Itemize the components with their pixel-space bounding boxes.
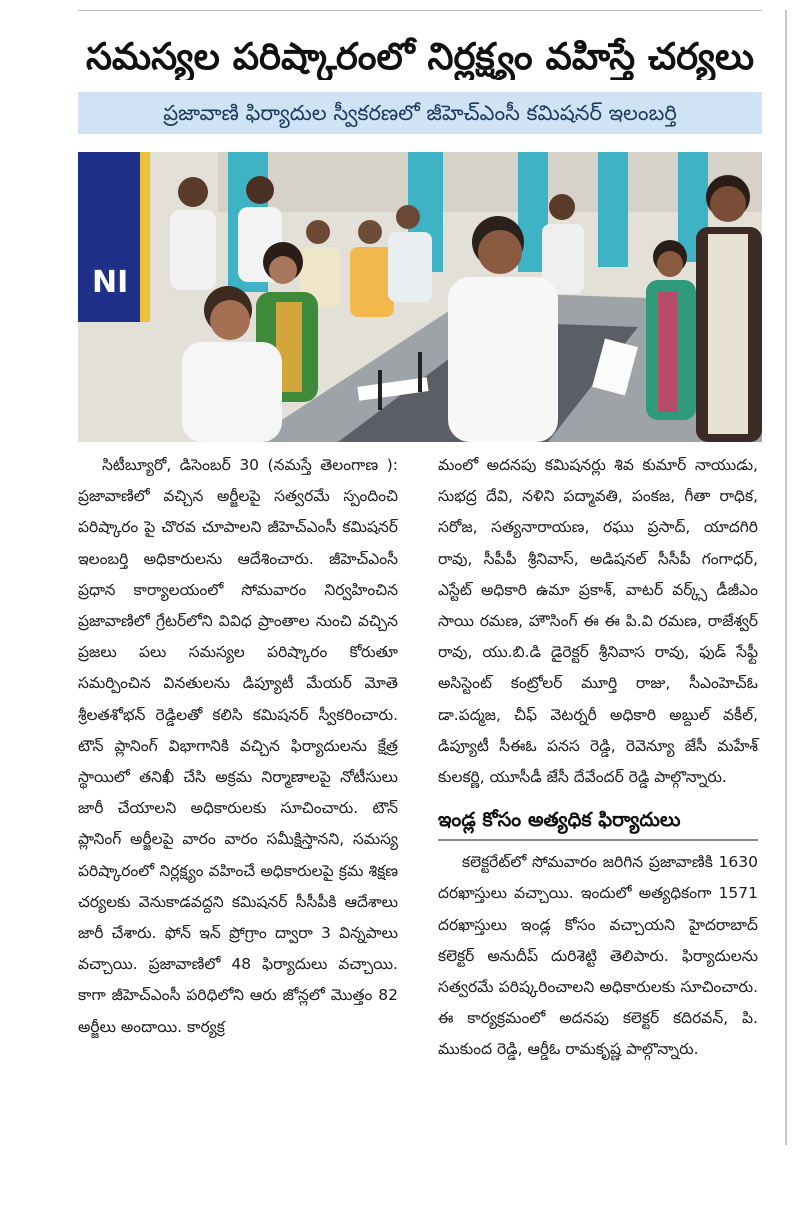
column-divider — [785, 10, 787, 1145]
news-photo — [78, 152, 762, 442]
article-paragraph: మంలో అదనపు కమిషనర్లు శివ కుమార్ నాయుడు, సుభద్ర దేవి, నళిని పద్మావతి, పంకజ, గీతా రాధిక, సరోజ, సత్యనారాయణ, రఘు ప్రసాద్, యాదగిరి రావు, సీపీపీ శ్రీనివాస్, అడిషనల్ సీసీపీ గంగాధర్, ఎస్టేట్ అధికారి ఉమా ప్రకాశ్, వాటర్ వర్క్స్ డీజీఎం సాయి రమణ, హౌసింగ్ ఈ ఈ పి.వి రమణ, రాజేశ్వర్ రావు, యు.బి.డి డైరెక్టర్ శ్రీనివాస రావు, ఫుడ్ సేఫ్టీ అసిస్టెంట్ కంట్రోలర్ మూర్తి రాజు, సీఎంహెచ్ఓ డా.పద్మజ, చీఫ్ వెటర్నరీ అధికారి అబ్దుల్ వకీల్, డిప్యూటీ సీఈఓ పనస రెడ్డి, రెవెన్యూ జేసీ మహేశ్ కులకర్ణి, యూసీడీ జేసీ దేవేందర్ రెడ్డి పాల్గొన్నారు. — [438, 456, 758, 787]
top-rule — [78, 10, 762, 11]
photo-illustration — [78, 152, 762, 442]
headline: సమస్యల పరిష్కారంలో నిర్లక్ష్యం వహిస్తే చర్యలు — [85, 35, 755, 78]
article-paragraph: కలెక్టరేట్‌లో సోమవారం జరిగిన ప్రజావాణికి 1630 దరఖాస్తులు వచ్చాయి. ఇందులో అత్యధికంగా 1571 దరఖాస్తులు ఇండ్ల కోసం వచ్చాయని హైదరాబాద్ కలెక్టర్ అనుదీప్ దురిశెట్టి తెలిపారు. ఫిర్యాదులను సత్వరమే పరిష్కరించాలని అధికారులకు సూచించారు. ఈ కార్యక్రమంలో అదనపు కలెక్టర్ కదిరవన్, పి. ముకుంద రెడ్డి, ఆర్డీఓ రామకృష్ణ పాల్గొన్నారు. — [438, 853, 758, 1059]
banner-text: NI — [92, 265, 129, 300]
article-paragraph: సిటీబ్యూరో, డిసెంబర్ 30 (నమస్తే తెలంగాణ ): ప్రజావాణిలో వచ్చిన అర్జీలపై సత్వరమే స్పందించి పరిష్కారం పై చొరవ చూపాలని జీహెచ్ఎంసీ కమిషనర్ ఇలంబర్తి అధికారులను ఆదేశించారు. జీహెచ్ఎంసీ ప్రధాన కార్యాలయంలో సోమవారం నిర్వహించిన ప్రజావాణిలో గ్రేటర్‌లోని వివిధ ప్రాంతాల నుంచి వచ్చిన ప్రజలు పలు సమస్యల పరిష్కారం కోరుతూ సమర్పించిన వినతులను డిప్యూటీ మేయర్ మోతె శ్రీలతశోభన్ రెడ్డిలతో కలిసి కమిషనర్ స్వీకరించారు. టౌన్ ప్లానింగ్ విభాగానికి వచ్చిన ఫిర్యాదులను క్షేత్ర స్థాయిలో తనిఖీ చేసి అక్రమ నిర్మాణాలపై నోటీసులు జారీ చేయాలని అధికారులకు సూచించారు. టౌన్ ప్లానింగ్ అర్జీలపై వారం వారం సమీక్షిస్తానని, సమస్య పరిష్కారంలో నిర్లక్ష్యం వహించే అధికారులపై క్రమ శిక్షణ చర్యలకు వెనుకాడవద్దని కమిషనర్ సీసీపీకి ఆదేశాలు జారీ చేశారు. ఫోన్ ఇన్ ప్రోగ్రాం ద్వారా 3 విన్నపాలు వచ్చాయి. ప్రజావాణిలో 48 ఫిర్యాదులు వచ్చాయి. కాగా జీహెచ్ఎంసీ పరిధిలోని ఆరు జోన్లలో మొత్తం 82 అర్జీలు అందాయి. కార్యక్ర — [78, 456, 398, 1036]
article-right-column — [438, 450, 758, 1066]
section-subheading: ఇండ్ల కోసం అత్యధిక ఫిర్యాదులు — [438, 805, 758, 841]
subheadline: ప్రజావాణి ఫిర్యాదుల స్వీకరణలో జీహెచ్ఎంసీ కమిషనర్ ఇలంబర్తి — [78, 92, 762, 134]
article-left-column — [78, 450, 398, 1043]
